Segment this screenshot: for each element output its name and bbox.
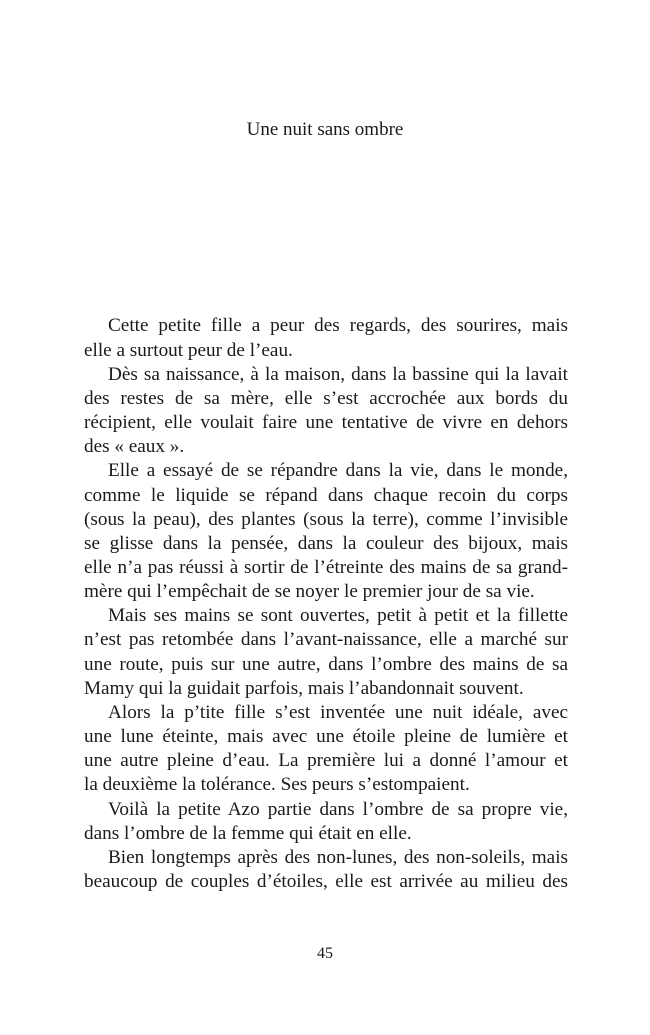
page-number: 45 <box>317 945 333 962</box>
text-line: Mais ses mains se sont ouvertes, petit à petit et la fillette <box>108 605 568 626</box>
text-line: Elle a essayé de se répandre dans la vie, dans le monde, <box>108 460 568 481</box>
text-line: beaucoup de couples d’étoiles, elle est arrivée au milieu des <box>84 871 568 892</box>
text-line: mère qui l’empêchait de se noyer le premier jour de sa vie. <box>84 581 535 602</box>
text-line: elle a surtout peur de l’eau. <box>84 340 293 361</box>
text-line: des « eaux ». <box>84 436 185 457</box>
text-line: Cette petite fille a peur des regards, des sourires, mais <box>108 315 568 336</box>
text-line: elle n’a pas réussi à sortir de l’étreinte des mains de sa grand- <box>84 557 568 578</box>
text-line: une autre pleine d’eau. La première lui a donné l’amour et <box>84 750 568 771</box>
text-line: Mamy qui la guidait parfois, mais l’abandonnait souvent. <box>84 678 524 699</box>
text-line: Voilà la petite Azo partie dans l’ombre de sa propre vie, <box>108 799 568 820</box>
chapter-title: Une nuit sans ombre <box>246 119 404 140</box>
text-line: Alors la p’tite fille s’est inventée une nuit idéale, avec <box>108 702 568 723</box>
text-line: se glisse dans la pensée, dans la couleur des bijoux, mais <box>84 533 568 554</box>
text-line: (sous la peau), des plantes (sous la terre), comme l’invisible <box>84 509 568 530</box>
text-line: une route, puis sur une autre, dans l’ombre des mains de sa <box>84 654 568 675</box>
text-line: récipient, elle voulait faire une tentative de vivre en dehors <box>84 412 568 433</box>
text-line: Dès sa naissance, à la maison, dans la bassine qui la lavait <box>108 364 568 385</box>
text-line: dans l’ombre de la femme qui était en elle. <box>84 823 412 844</box>
text-line: n’est pas retombée dans l’avant-naissance, elle a marché sur <box>84 629 568 650</box>
text-line: comme le liquide se répand dans chaque recoin du corps <box>84 485 568 506</box>
text-line: la deuxième la tolérance. Ses peurs s’estompaient. <box>84 774 470 795</box>
text-line: des restes de sa mère, elle s’est accrochée aux bords du <box>84 388 568 409</box>
text-line: Bien longtemps après des non-lunes, des non-soleils, mais <box>108 847 568 868</box>
text-line: une lune éteinte, mais avec une étoile pleine de lumière et <box>84 726 568 747</box>
